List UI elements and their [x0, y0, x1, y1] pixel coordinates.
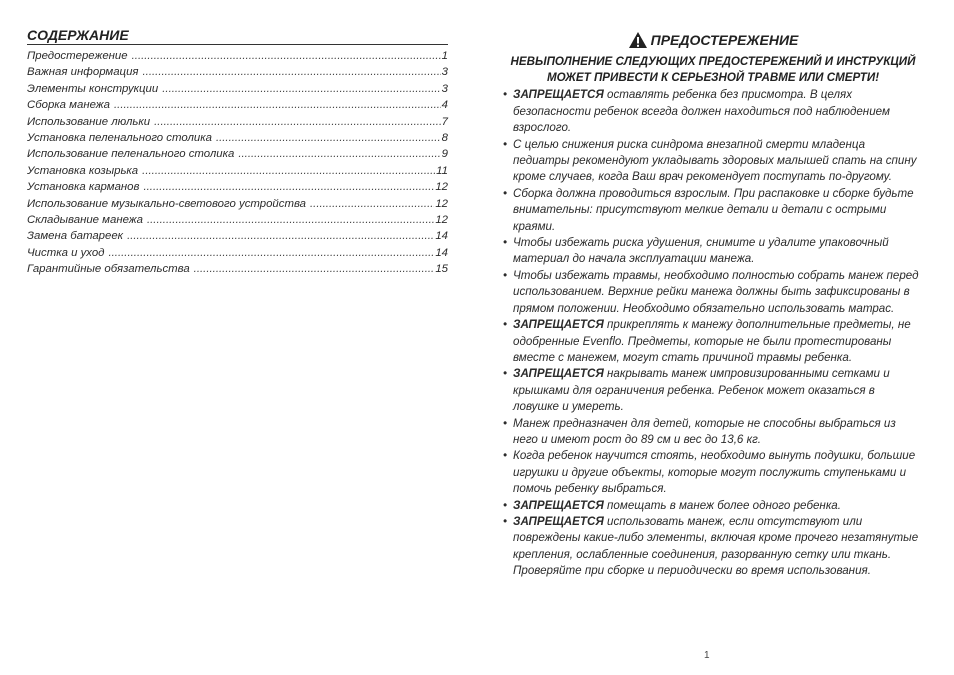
- toc-leader-dots: [194, 261, 435, 277]
- bullet-dot: •: [503, 88, 508, 102]
- toc-entry: [27, 261, 448, 277]
- bullet-text: прикреплять к манежу дополнительные предметы, не одобренные Evenflo. Предметы, которые не были протестированы вместе с манежем, могут стать причиной травмы ребенка.: [513, 318, 911, 364]
- toc-leader-dots: [143, 179, 434, 195]
- toc-leader-dots: [127, 228, 434, 244]
- warning-heading-line2: МОЖЕТ ПРИВЕСТИ К СЕРЬЕЗНОЙ ТРАВМЕ ИЛИ СМЕРТИ!: [546, 71, 880, 85]
- warning-bullet: [503, 137, 923, 186]
- toc-entry-page: 8: [441, 132, 448, 145]
- toc-entry-page: 15: [435, 263, 448, 276]
- bullet-text: Чтобы избежать риска удушения, снимите и удалите упаковочный материал до начала эксплуатации манежа.: [513, 236, 889, 266]
- toc-entry-label: Элементы конструкции: [27, 82, 159, 95]
- bullet-text: С целью снижения риска синдрома внезапной смерти младенца педиатры рекомендуют укладывать здоровых малышей спать на спину кроме случаев, когда Ваш врач рекомендует поступать по-другому.: [513, 137, 917, 184]
- bullet-text: накрывать манеж импровизированными сетками и крышками для ограничения ребенка. Ребенок может оказаться в ловушке и умереть.: [513, 367, 890, 414]
- bullet-dot: •: [503, 318, 508, 332]
- toc-entry-page: 12: [435, 214, 448, 227]
- toc-entry-page: 3: [441, 82, 448, 95]
- toc-entry: [27, 179, 448, 195]
- warning-section: [503, 30, 923, 580]
- bullet-bold-prefix: ЗАПРЕЩАЕТСЯ: [513, 88, 604, 102]
- warning-heading-line1: НЕВЫПОЛНЕНИЕ СЛЕДУЮЩИХ ПРЕДОСТЕРЕЖЕНИЙ И ИНСТРУКЦИЙ: [510, 55, 916, 68]
- bullet-text: Чтобы избежать травмы, необходимо полностью собрать манеж перед использованием. Верхние рейки манежа должны быть зафиксированы в прямом положении. Необходимо обязательно использовать матрас.: [513, 268, 919, 315]
- toc-leader-dots: [142, 163, 435, 179]
- toc-entry: [27, 146, 448, 162]
- toc-entry: [27, 64, 448, 80]
- toc-leader-dots: [310, 196, 434, 212]
- toc-entry-label: Использование пеленального столика: [27, 148, 235, 161]
- toc-leader-dots: [162, 81, 440, 97]
- toc-leader-dots: [216, 130, 441, 146]
- warning-bullet: [503, 186, 923, 235]
- toc-entry: [27, 228, 448, 244]
- toc-entry-label: Предостережение: [27, 50, 128, 62]
- warning-triangle-icon: [628, 31, 648, 49]
- bullet-bold-prefix: ЗАПРЕЩАЕТСЯ: [513, 318, 604, 332]
- bullet-dot: •: [503, 236, 508, 250]
- warning-heading: [503, 54, 923, 86]
- toc-entry-page: 12: [435, 197, 448, 210]
- warning-bullet: [503, 317, 923, 366]
- bullet-text: Манеж предназначен для детей, которые не способны выбраться из него и имеют рост до 89 см и вес до 13,6 кг.: [513, 416, 896, 446]
- toc-entry-page: 4: [441, 99, 448, 112]
- toc-entry-label: Использование музыкально-светового устройства: [27, 197, 306, 210]
- warning-bullet: [503, 498, 923, 514]
- toc-entry-label: Замена батареек: [27, 230, 124, 243]
- toc-entry: [27, 81, 448, 97]
- toc-entry-label: Сборка манежа: [27, 99, 110, 112]
- toc-entry-page: 14: [435, 230, 448, 243]
- toc-leader-dots: [147, 212, 434, 228]
- toc-entry: [27, 97, 448, 113]
- toc-entry: [27, 130, 448, 146]
- toc-entry-label: Гарантийные обязательства: [27, 263, 190, 276]
- page-number: 1: [704, 650, 710, 661]
- toc-entry-label: Чистка и уход: [27, 246, 105, 259]
- toc-entry-page: 3: [441, 66, 448, 79]
- bullet-text: Сборка должна проводиться взрослым. При распаковке и сборке будьте внимательны: присутствуют мелкие детали и детали с острыми краями.: [513, 186, 914, 233]
- toc-entry: [27, 163, 448, 179]
- bullet-dot: •: [503, 514, 508, 528]
- toc-entry-label: Важная информация: [27, 66, 139, 79]
- warning-title-text: ПРЕДОСТЕРЕЖЕНИЕ: [650, 32, 799, 48]
- toc-leader-dots: [132, 48, 441, 64]
- bullet-dot: •: [503, 416, 508, 430]
- bullet-dot: •: [503, 498, 508, 512]
- bullet-dot: •: [503, 367, 508, 381]
- toc-title: СОДЕРЖАНИЕ: [27, 27, 448, 45]
- bullet-text: помещать в манеж более одного ребенка.: [603, 498, 841, 512]
- warning-bullets: [503, 87, 923, 579]
- toc-entry-label: Установка карманов: [27, 181, 140, 194]
- bullet-bold-prefix: ЗАПРЕЩАЕТСЯ: [513, 367, 604, 381]
- toc-leader-dots: [143, 64, 441, 80]
- toc-entry: [27, 48, 448, 64]
- bullet-dot: •: [503, 449, 508, 463]
- toc-entry-label: Установка пеленального столика: [27, 132, 212, 145]
- toc-entry-label: Установка козырька: [27, 164, 139, 177]
- toc-list: [27, 48, 448, 278]
- bullet-bold-prefix: ЗАПРЕЩАЕТСЯ: [513, 514, 604, 528]
- toc-entry-label: Использование люльки: [27, 115, 151, 128]
- table-of-contents: [27, 27, 448, 278]
- bullet-dot: •: [503, 137, 508, 151]
- warning-bullet: [503, 514, 923, 580]
- toc-entry-page: 1: [441, 50, 448, 62]
- toc-entry-label: Складывание манежа: [27, 214, 143, 227]
- toc-entry: [27, 212, 448, 228]
- toc-entry-page: 9: [441, 148, 448, 161]
- toc-entry-page: 11: [436, 164, 448, 177]
- bullet-dot: •: [503, 268, 508, 282]
- bullet-text: оставлять ребенка без присмотра. В целях безопасности ребенок всегда должен находиться под наблюдением взрослого.: [513, 88, 890, 135]
- warning-bullet: [503, 268, 923, 317]
- toc-entry: [27, 196, 448, 212]
- warning-bullet: [503, 235, 923, 268]
- toc-leader-dots: [238, 146, 440, 162]
- toc-entry-page: 7: [441, 115, 448, 128]
- toc-entry-page: 12: [435, 181, 448, 194]
- warning-title: [503, 30, 923, 50]
- bullet-text: использовать манеж, если отсутствуют или повреждены какие-либо элементы, включая кроме прочего незатянутые крепления, ослабленные соединения, разорванную сетку или ткань. Проверяйте при сборке и периодически во время использования.: [513, 514, 919, 578]
- toc-entry-page: 14: [435, 246, 448, 259]
- warning-bullet: [503, 416, 923, 449]
- toc-leader-dots: [154, 114, 441, 130]
- toc-leader-dots: [108, 245, 434, 261]
- bullet-bold-prefix: ЗАПРЕЩАЕТСЯ: [513, 498, 604, 512]
- toc-leader-dots: [114, 97, 441, 113]
- toc-entry: [27, 245, 448, 261]
- warning-bullet: [503, 448, 923, 497]
- warning-bullet: [503, 87, 923, 136]
- bullet-dot: •: [503, 186, 508, 200]
- toc-entry: [27, 114, 448, 130]
- warning-bullet: [503, 366, 923, 415]
- bullet-text: Когда ребенок научится стоять, необходимо вынуть подушки, большие игрушки и другие объекты, которые могут послужить ступеньками и помочь ребенку выбраться.: [513, 449, 916, 496]
